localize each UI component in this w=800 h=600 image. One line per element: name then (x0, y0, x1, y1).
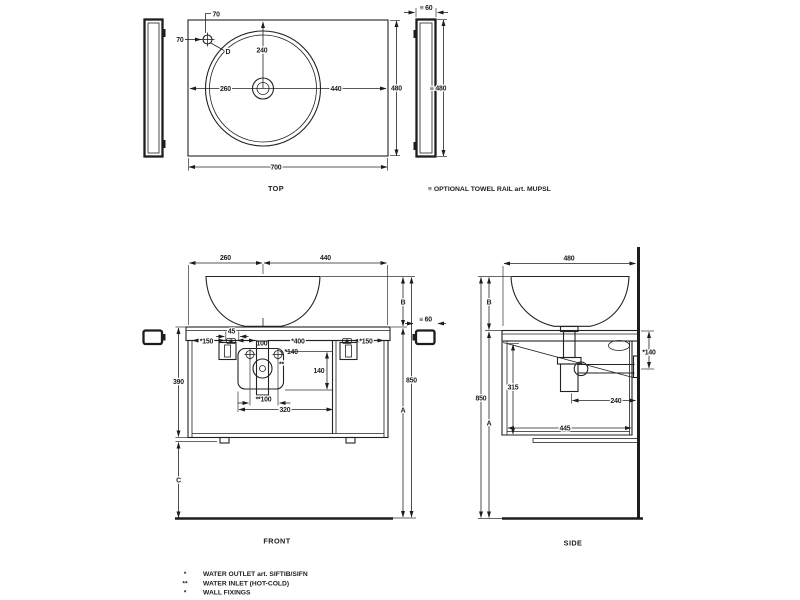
dim-240-label: 240 (256, 47, 268, 55)
towel-rail-end-left (144, 331, 166, 345)
legend-symbol-1: * (183, 571, 187, 578)
dim-390-label: 390 (173, 379, 184, 386)
hole-leader (211, 43, 224, 51)
dim-100-label: 100 (256, 340, 268, 348)
trap-side (558, 327, 640, 392)
drain-pipe-front (257, 341, 269, 395)
legend-text-1: WATER OUTLET art. SIFTIB/SIFN (203, 571, 308, 578)
rail-width-label: ≡ 60 (419, 5, 433, 12)
hole-d-label: D (225, 49, 231, 56)
legend-text-3: WALL FIXINGS (203, 589, 251, 597)
dim-f440-label: 440 (320, 255, 331, 263)
dim-45-label: 45 (227, 328, 236, 336)
dim-s850-label: 850 (475, 395, 487, 403)
dim-480-label: 480 (391, 85, 402, 93)
rail-height-label: ≡ 480 (429, 85, 447, 93)
dim-s480-label: 480 (563, 255, 575, 263)
dim-rail60-label: ≡ 60 (419, 316, 432, 324)
dim-fixright-label: *150 (359, 338, 373, 346)
dim-fa-label: A (400, 407, 406, 415)
dim-f850-label: 850 (406, 377, 417, 385)
dim-440-label: 440 (330, 86, 342, 93)
dim-140-label: 140 (313, 367, 325, 375)
dim-fixleft-label: *150 (199, 338, 214, 346)
dim-sb-label: B (486, 299, 492, 307)
rail-note: ≡ OPTIONAL TOWEL RAIL art. MUPSL (428, 186, 551, 193)
dim-hole-y-label: 70 (176, 37, 184, 44)
towel-rail-side-view (404, 5, 551, 193)
dim-f260-label: 260 (220, 255, 231, 263)
tap-hole-icon (201, 33, 215, 47)
dim-c-label: C (176, 477, 181, 485)
legend (182, 571, 307, 597)
back-panel-slot (609, 341, 630, 351)
dim-100spacing-label: **100 (255, 396, 272, 404)
inlet-icon-left (245, 349, 256, 360)
dim-315-label: 315 (507, 384, 519, 392)
dim-700-label: 700 (270, 164, 282, 172)
front-view (144, 255, 447, 545)
legend-symbol-3: * (183, 589, 187, 597)
dim-fb-label: B (400, 299, 406, 307)
dim-fixspan-label: *400 (291, 338, 305, 346)
legend-text-2: WATER INLET (HOT-COLD) (203, 580, 290, 588)
towel-rail-panel-icon (145, 20, 166, 157)
side-caption: SIDE (563, 538, 583, 548)
dim-hole-x-label: 70 (212, 11, 220, 19)
basin-side (511, 277, 629, 327)
side-view (476, 247, 657, 548)
dim-260-label: 260 (220, 86, 231, 93)
hanging-bracket-right (340, 343, 357, 360)
plinth-side (533, 439, 639, 443)
hanging-bracket-left (219, 343, 236, 360)
dim-inlet140-label: *140 (284, 349, 298, 356)
foot-right (346, 438, 355, 444)
dim-445-label: 445 (559, 425, 571, 433)
dim-240-label: 240 (610, 398, 622, 406)
front-caption: FRONT (263, 536, 291, 546)
dim-hole-x-bracket (206, 14, 212, 34)
outlet-icon (253, 359, 272, 378)
dim-320-label: 320 (279, 407, 291, 414)
top-caption: TOP (267, 184, 285, 193)
dim-s140-label: *140 (642, 349, 656, 357)
top-view (145, 11, 403, 193)
towel-rail-end-right (413, 331, 435, 345)
foot-left (220, 438, 229, 444)
support-strut (503, 343, 633, 378)
dim-sa-label: A (486, 420, 492, 428)
countertop-side (502, 331, 639, 342)
inlet-mark-label: ** (279, 361, 284, 369)
legend-symbol-2: ** (182, 580, 188, 588)
